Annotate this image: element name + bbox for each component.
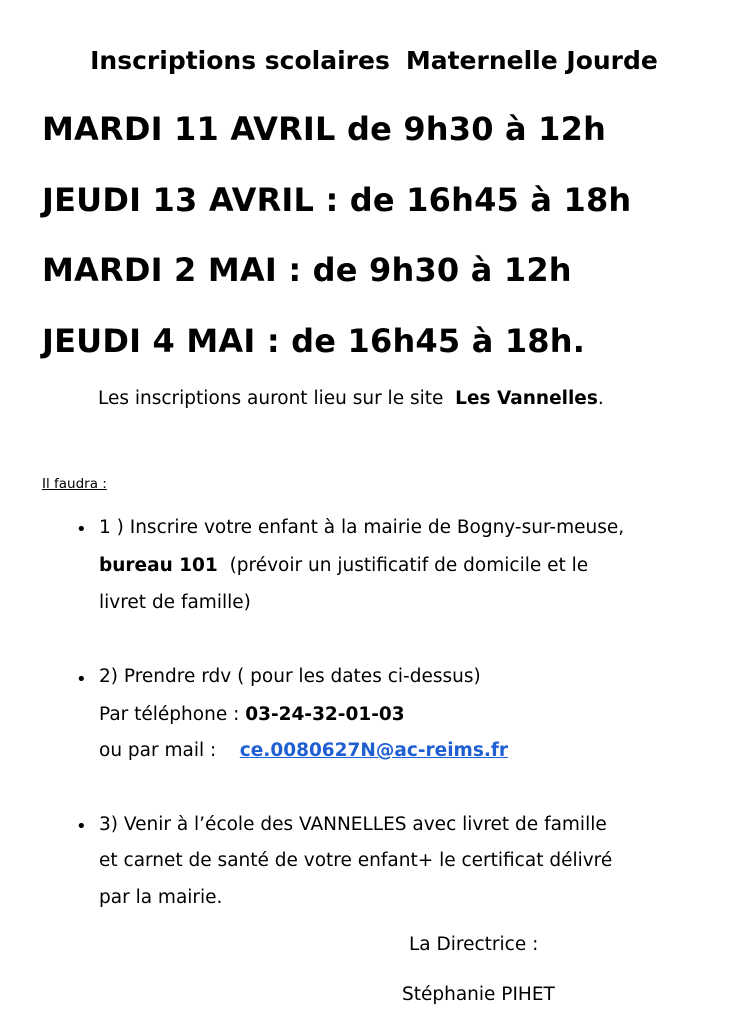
phone-label: Par téléphone : bbox=[99, 704, 240, 725]
email-link[interactable]: ce.0080627N@ac-reims.fr bbox=[239, 740, 509, 761]
step3-line1: 3) Venir à l’école des VANNELLES avec livret de famille bbox=[99, 814, 607, 835]
step1-line2 bbox=[99, 554, 588, 578]
location-note bbox=[98, 388, 604, 409]
bullet-icon: • bbox=[76, 816, 87, 837]
title-part-school: Maternelle Jourde bbox=[405, 46, 658, 75]
step1-line1: 1 ) Inscrire votre enfant à la mairie de Bogny-sur-meuse, bbox=[99, 517, 625, 538]
location-site: Les Vannelles bbox=[455, 388, 598, 409]
step3-line3: par la mairie. bbox=[99, 887, 223, 908]
step2-mail-line bbox=[99, 739, 508, 763]
location-prefix: Les inscriptions auront lieu sur le site bbox=[98, 388, 444, 409]
step1-line3: livret de famille) bbox=[99, 592, 251, 613]
signature-role: La Directrice : bbox=[409, 934, 539, 955]
step2-phone-line bbox=[99, 703, 405, 727]
schedule-line-2: JEUDI 13 AVRIL : de 16h45 à 18h bbox=[42, 181, 632, 219]
step1-line2-rest: (prévoir un justificatif de domicile et le bbox=[229, 555, 589, 576]
title-part-inscriptions: Inscriptions scolaires bbox=[90, 46, 390, 75]
schedule-line-4: JEUDI 4 MAI : de 16h45 à 18h. bbox=[42, 322, 586, 360]
step2-line1: 2) Prendre rdv ( pour les dates ci-dessus) bbox=[99, 666, 481, 687]
phone-number: 03-24-32-01-03 bbox=[245, 704, 405, 725]
location-suffix: . bbox=[597, 388, 604, 409]
signature-name: Stéphanie PIHET bbox=[402, 984, 555, 1005]
document-title bbox=[0, 46, 748, 75]
step3-line2: et carnet de santé de votre enfant+ le certificat délivré bbox=[99, 850, 613, 871]
mail-label: ou par mail : bbox=[99, 740, 217, 761]
requirements-heading: Il faudra : bbox=[42, 476, 107, 492]
schedule-line-3: MARDI 2 MAI : de 9h30 à 12h bbox=[42, 251, 572, 289]
schedule-line-1: MARDI 11 AVRIL de 9h30 à 12h bbox=[42, 110, 607, 148]
step1-office: bureau 101 bbox=[99, 555, 218, 576]
bullet-icon: • bbox=[76, 519, 87, 540]
bullet-icon: • bbox=[76, 669, 87, 690]
